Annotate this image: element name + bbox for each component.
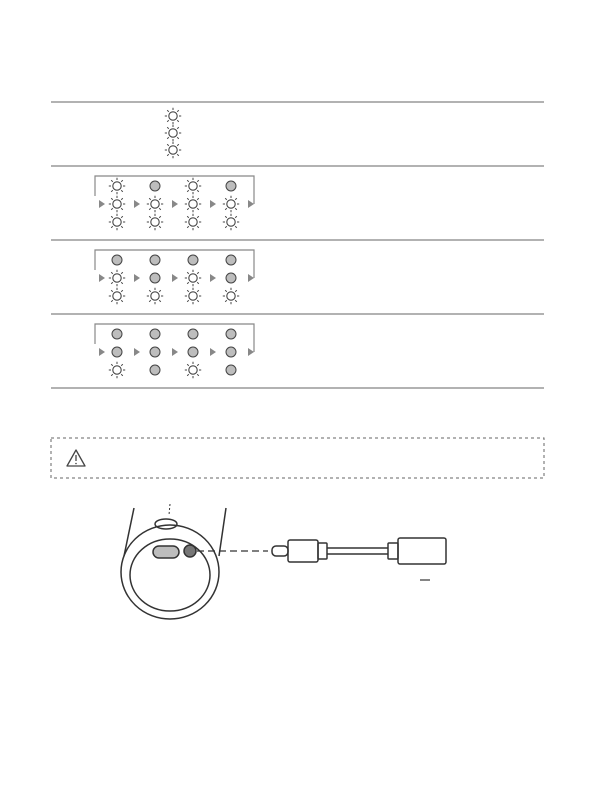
- led-lit-icon: [109, 196, 125, 212]
- arrow-right-icon: [248, 348, 254, 356]
- arrow-right-icon: [99, 274, 105, 282]
- led-lit-icon: [165, 125, 181, 141]
- led-lit-icon: [223, 288, 239, 304]
- led-lit-icon: [185, 270, 201, 286]
- led-off-icon: [226, 347, 236, 357]
- led-lit-icon: [109, 288, 125, 304]
- led-lit-icon: [185, 288, 201, 304]
- led-off-icon: [188, 255, 198, 265]
- led-off-icon: [226, 255, 236, 265]
- led-off-icon: [112, 329, 122, 339]
- led-lit-icon: [109, 270, 125, 286]
- led-off-icon: [150, 273, 160, 283]
- led-row-1: [165, 108, 181, 158]
- led-off-icon: [188, 347, 198, 357]
- led-off-icon: [226, 365, 236, 375]
- led-off-icon: [188, 329, 198, 339]
- led-lit-icon: [185, 214, 201, 230]
- led-off-icon: [150, 181, 160, 191]
- arrow-right-icon: [99, 200, 105, 208]
- led-off-icon: [150, 347, 160, 357]
- led-lit-icon: [165, 142, 181, 158]
- led-off-icon: [150, 255, 160, 265]
- led-lit-icon: [185, 362, 201, 378]
- led-off-icon: [112, 255, 122, 265]
- led-lit-icon: [109, 178, 125, 194]
- arrow-right-icon: [210, 348, 216, 356]
- warning-triangle-icon: [67, 450, 85, 466]
- led-lit-icon: [185, 196, 201, 212]
- arrow-right-icon: [134, 200, 140, 208]
- led-row-4: [95, 324, 254, 378]
- led-lit-icon: [223, 196, 239, 212]
- warning-box: [51, 438, 544, 478]
- arrow-right-icon: [134, 348, 140, 356]
- table-rules: [51, 102, 544, 388]
- arrow-right-icon: [99, 348, 105, 356]
- led-off-icon: [226, 181, 236, 191]
- arrow-right-icon: [210, 274, 216, 282]
- arrow-right-icon: [248, 200, 254, 208]
- arrow-right-icon: [210, 200, 216, 208]
- arrow-right-icon: [248, 274, 254, 282]
- led-off-icon: [150, 365, 160, 375]
- led-lit-icon: [185, 178, 201, 194]
- led-lit-icon: [147, 288, 163, 304]
- led-off-icon: [150, 329, 160, 339]
- arrow-right-icon: [172, 274, 178, 282]
- led-lit-icon: [223, 214, 239, 230]
- led-off-icon: [226, 273, 236, 283]
- led-lit-icon: [109, 362, 125, 378]
- led-lit-icon: [109, 214, 125, 230]
- earbud-illustration: [121, 504, 268, 619]
- led-off-icon: [226, 329, 236, 339]
- led-lit-icon: [165, 108, 181, 124]
- led-off-icon: [112, 347, 122, 357]
- led-lit-icon: [147, 196, 163, 212]
- arrow-right-icon: [134, 274, 140, 282]
- led-row-2: [95, 176, 254, 230]
- led-row-3: [95, 250, 254, 304]
- led-lit-icon: [147, 214, 163, 230]
- arrow-right-icon: [172, 348, 178, 356]
- arrow-right-icon: [172, 200, 178, 208]
- usb-c-cable: [272, 538, 446, 580]
